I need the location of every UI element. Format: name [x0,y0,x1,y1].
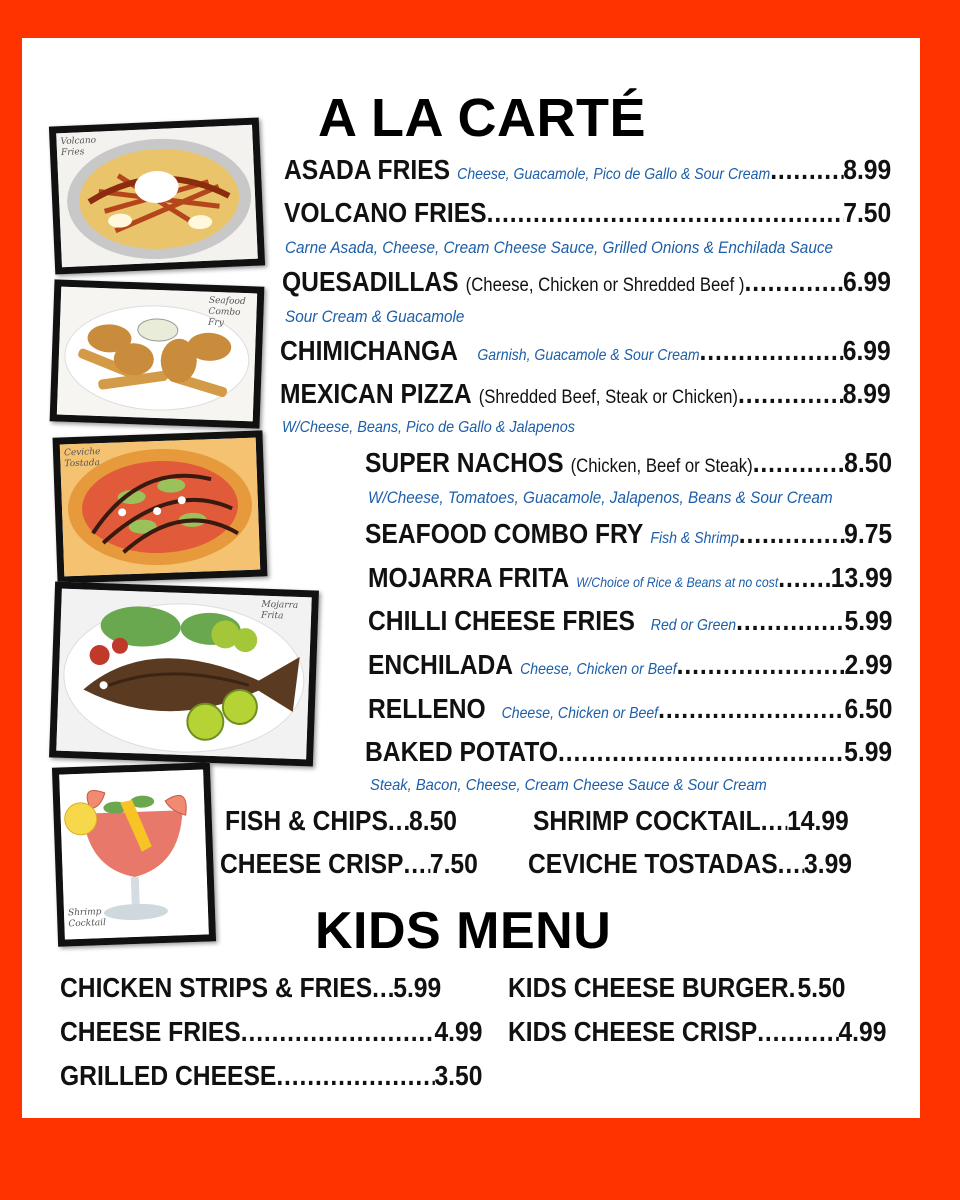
kids-menu-title: KIDS MENU [315,902,612,960]
item-name: ASADA FRIES [284,154,451,185]
item-desc: Sour Cream & Guacamole [285,307,465,326]
item-name: VOLCANO FRIES [284,197,487,228]
kids-item-grilled-cheese [60,1060,482,1092]
item-price: 5.50 [797,972,846,1003]
leader-dots [744,266,843,298]
leader-dots [558,736,844,768]
item-name: KIDS CHEESE BURGER [508,972,789,1003]
leader-dots [757,1016,838,1048]
item-price: 7.50 [429,848,478,879]
leader-dots [738,378,843,410]
item-name: CHILLI CHEESE FRIES [368,605,635,636]
leader-dots [761,805,787,837]
menu-item-super-nachos [365,447,892,479]
menu-item-seafood-combo-fry [365,518,892,550]
item-desc: Carne Asada, Cheese, Cream Cheese Sauce, Grilled Onions & Enchilada Sauce [285,238,833,257]
item-name: MOJARRA FRITA [368,562,570,593]
item-inline-desc: Garnish, Guacamole & Sour Cream [477,347,700,364]
item-inline-desc: Cheese, Guacamole, Pico de Gallo & Sour Cream [457,166,771,183]
item-price: 6.99 [842,335,891,366]
item-name: BAKED POTATO [365,736,559,767]
photo-ceviche-tostada [53,430,268,583]
leader-dots [778,562,831,594]
item-options: (Cheese, Chicken or Shredded Beef ) [465,275,745,296]
photo-label-shrimp: Shrimp Cocktail [67,907,107,930]
leader-dots [677,649,845,681]
leader-dots [770,154,843,186]
leader-dots [487,197,844,229]
leader-dots [388,805,409,837]
item-inline-desc: Cheese, Chicken or Beef [501,705,659,722]
item-price: 3.99 [804,848,852,879]
item-inline-desc: Cheese, Chicken or Beef [520,661,677,678]
item-name: GRILLED CHEESE [60,1060,277,1091]
item-price: 5.99 [844,605,893,636]
item-name: QUESADILLAS [282,266,459,297]
item-name: CEVICHE TOSTADAS [528,848,778,879]
leader-dots [739,518,844,550]
photo-label-ceviche: Ceviche Tostada [63,447,101,470]
item-price: 14.99 [787,805,849,836]
item-price: 8.50 [844,447,893,478]
item-price: 4.99 [838,1016,887,1047]
item-inline-desc: Red or Green [650,617,737,634]
item-name: ENCHILADA [368,649,514,680]
item-price: 3.50 [434,1060,483,1091]
menu-item-chilli-cheese-fries [368,605,892,637]
photo-label-seafood: Seafood Combo Fry [207,295,246,329]
item-name: FISH & CHIPS [225,805,388,836]
menu-item-volcano-fries [284,197,891,229]
menu-item-fish-chips [225,805,489,837]
leader-dots [372,972,393,1004]
photo-label-mojarra: Mojarra Frita [260,599,299,622]
menu-item-mexican-pizza [280,378,891,410]
item-price: 5.99 [844,736,893,767]
menu-item-relleno [368,693,892,725]
item-name: SUPER NACHOS [365,447,564,478]
photo-label-volcano: Volcano Fries [60,135,97,159]
item-price: 5.99 [393,972,442,1003]
leader-dots [700,335,843,367]
item-price: 6.50 [844,693,893,724]
photo-shrimp-cocktail [52,762,216,946]
item-name: SHRIMP COCKTAIL [533,805,761,836]
photo-seafood-combo [50,279,265,428]
item-price: 2.99 [844,649,893,680]
photo-volcano-fries [49,117,265,274]
item-name: CHEESE FRIES [60,1016,241,1047]
menu-item-cheese-crisp [220,848,510,880]
item-name: MEXICAN PIZZA [280,378,472,409]
leader-dots [736,605,844,637]
menu-item-asada-fries [284,154,891,186]
leader-dots [753,447,844,479]
item-price: 6.99 [843,266,891,297]
photo-mojarra-frita [49,581,319,766]
kids-item-cheese-crisp [508,1016,886,1048]
alacarte-title: A LA CARTÉ [318,88,646,148]
menu-item-chimichanga [280,335,891,367]
item-name: KIDS CHEESE CRISP [508,1016,758,1047]
kids-item-cheese-burger [508,972,886,1004]
kids-item-chicken-strips [60,972,482,1004]
item-desc: W/Cheese, Beans, Pico de Gallo & Jalapenos [282,419,575,436]
item-price: 13.99 [830,562,893,593]
menu-item-quesadillas [282,266,891,298]
item-options: (Chicken, Beef or Steak) [570,456,753,477]
item-desc: Steak, Bacon, Cheese, Cream Cheese Sauce & Sour Cream [370,777,767,794]
leader-dots [778,848,804,880]
leader-dots [789,972,798,1004]
item-price: 4.99 [434,1016,483,1047]
item-price: 9.75 [844,518,893,549]
item-price: 8.50 [409,805,458,836]
item-name: SEAFOOD COMBO FRY [365,518,644,549]
leader-dots [403,848,429,880]
item-price: 7.50 [843,197,892,228]
leader-dots [658,693,844,725]
menu-item-mojarra-frita [368,562,892,594]
item-price: 8.99 [842,378,891,409]
menu-item-enchilada [368,649,892,681]
menu-item-ceviche-tostadas [528,848,889,880]
leader-dots [276,1060,434,1092]
item-options: (Shredded Beef, Steak or Chicken) [478,387,738,408]
item-name: CHEESE CRISP [220,848,404,879]
item-name: CHICKEN STRIPS & FRIES [60,972,373,1003]
menu-item-shrimp-cocktail [533,805,894,837]
kids-item-cheese-fries [60,1016,482,1048]
item-name: RELLENO [368,693,486,724]
item-name: CHIMICHANGA [280,335,458,366]
leader-dots [241,1016,435,1048]
item-price: 8.99 [843,154,892,185]
item-inline-desc: Fish & Shrimp [650,530,739,547]
item-desc: W/Cheese, Tomatoes, Guacamole, Jalapenos, Beans & Sour Cream [368,488,833,507]
menu-item-baked-potato [365,736,892,768]
item-inline-desc: W/Choice of Rice & Beans at no cost [576,574,779,590]
